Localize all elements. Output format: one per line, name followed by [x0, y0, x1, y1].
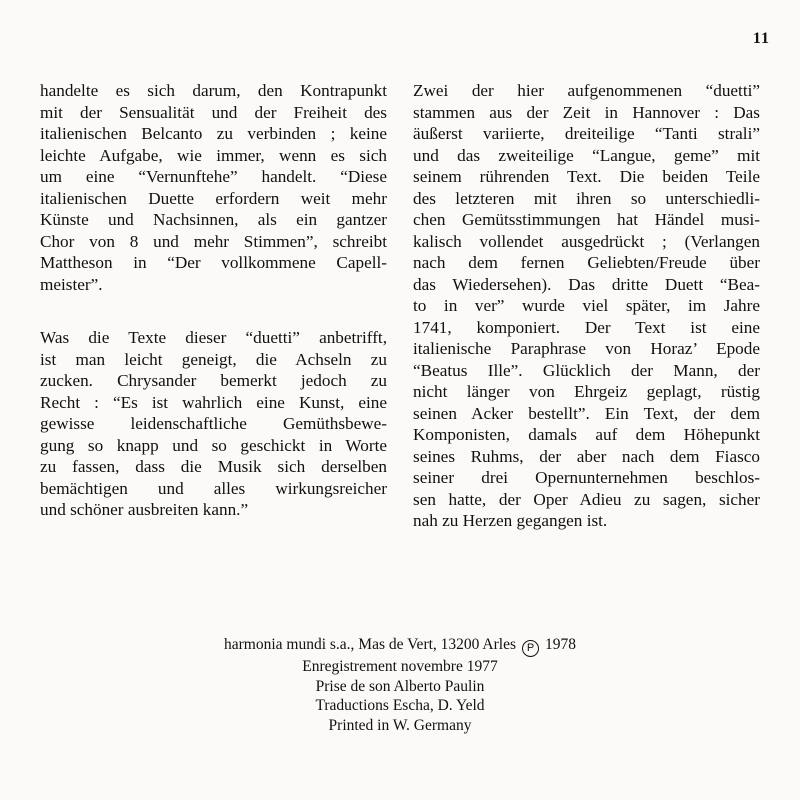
page-number: 11	[752, 30, 770, 47]
publisher-line	[100, 635, 700, 657]
text-line: stammen aus der Zeit in Hannover : Das	[413, 102, 760, 122]
sound-credit: Prise de son Alberto Paulin	[315, 677, 485, 695]
text-line: italienischen Belcanto zu verbinden ; keine	[40, 124, 387, 143]
text-line: to in ver” wurde viel später, im Jahre	[413, 296, 760, 315]
text-line: mit der Sensualität und der Freiheit des	[40, 102, 387, 122]
text-line: leichte Aufgabe, wie immer, wenn es sich	[40, 145, 387, 165]
paragraph-1	[40, 80, 387, 295]
text-line: nicht länger von Ehrgeiz geplagt, rüstig	[413, 382, 760, 401]
right-column	[413, 80, 760, 532]
text-line: ist man leicht geneigt, die Achseln zu	[40, 349, 387, 369]
translations-credit: Traductions Escha, D. Yeld	[315, 697, 485, 714]
text-line: Chor von 8 und mehr Stimmen”, schreibt	[40, 231, 387, 251]
left-column	[40, 80, 387, 521]
printed-credit: Printed in W. Germany	[328, 716, 472, 734]
text-line: das Wiedersehen). Das dritte Duett “Bea-	[413, 274, 760, 294]
recording-credit: Enregistrement novembre 1977	[302, 658, 498, 675]
text-line: 1741, komponiert. Der Text ist eine	[413, 317, 760, 337]
text-line: zu fassen, dass die Musik sich derselben	[40, 457, 387, 476]
paragraph-3	[413, 80, 760, 532]
text-line: und schöner ausbreiten kann.”	[40, 500, 249, 519]
text-line: zucken. Chrysander bemerkt jedoch zu	[40, 371, 387, 390]
text-line: äußerst variierte, dreiteilige “Tanti strali”	[413, 124, 760, 143]
paragraph-2	[40, 327, 387, 521]
text-line: Zwei der hier aufgenommenen “duetti”	[413, 81, 760, 100]
text-line: nach dem fernen Geliebten/Freude über	[413, 253, 760, 272]
text-line: italienische Paraphrase von Horaz’ Epode	[413, 339, 760, 358]
text-line: seinen Acker bestellt”. Ein Text, der dem	[413, 403, 760, 423]
text-line: und das zweiteilige “Langue, geme” mit	[413, 145, 760, 165]
text-line: Recht : “Es ist wahrlich eine Kunst, eine	[40, 392, 387, 412]
text-line: italienischen Duette erfordern weit mehr	[40, 188, 387, 208]
copyright-year: 1978	[545, 636, 577, 653]
phonogram-copyright-icon: P	[522, 640, 539, 657]
text-line: Mattheson in “Der vollkommene Capell-	[40, 253, 387, 272]
publisher-text: harmonia mundi s.a., Mas de Vert, 13200 Arles	[223, 636, 517, 653]
text-line: gewisse leidenschaftliche Gemüthsbewe-	[40, 414, 387, 433]
text-line: sen hatte, der Oper Adieu zu sagen, sicher	[413, 489, 760, 509]
text-line: seiner drei Opernunternehmen beschlos-	[413, 468, 760, 487]
text-line: handelte es sich darum, den Kontrapunkt	[40, 81, 387, 100]
text-line: seinem rührenden Text. Die beiden Teile	[413, 167, 760, 186]
text-line: kalisch vollendet ausgedrückt ; (Verlangen	[413, 231, 760, 251]
text-line: meister”.	[40, 274, 103, 294]
text-line: Künste und Nachsinnen, als ein gantzer	[40, 210, 387, 229]
text-line: Was die Texte dieser “duetti” anbetrifft,	[40, 328, 387, 347]
credits-footer	[100, 635, 700, 735]
text-line: chen Gemütsstimmungen hat Händel musi-	[413, 210, 760, 229]
text-line: Komponisten, damals auf dem Höhepunkt	[413, 425, 760, 444]
text-line: seines Ruhms, der aber nach dem Fiasco	[413, 446, 760, 466]
text-line: nah zu Herzen gegangen ist.	[413, 511, 608, 530]
text-line: “Beatus Ille”. Glücklich der Mann, der	[413, 360, 760, 380]
text-line: des letzteren mit ihren so unterschiedli-	[413, 188, 760, 208]
text-line: bemächtigen und alles wirkungsreicher	[40, 478, 387, 498]
text-line: um eine “Vernunftehe” handelt. “Diese	[40, 167, 387, 186]
text-line: gung so knapp und so geschickt in Worte	[40, 435, 387, 455]
